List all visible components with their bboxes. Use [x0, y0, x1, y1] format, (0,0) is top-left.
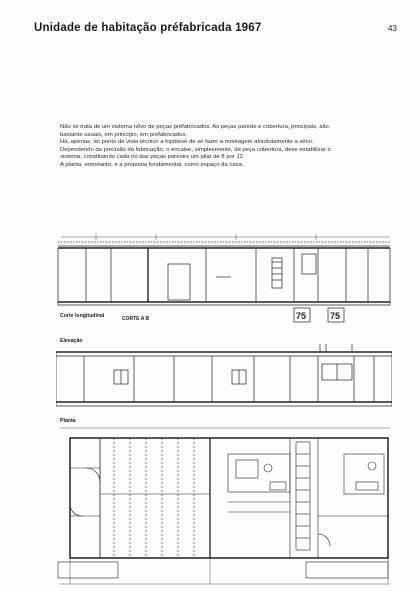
plan-drawing — [56, 424, 392, 588]
section-tag-left: 75 — [296, 311, 307, 321]
page-number: 43 — [388, 24, 397, 33]
page-title: Unidade de habitação préfabricada 1967 — [34, 22, 262, 34]
body-text — [60, 124, 346, 170]
plan-caption: Planta — [60, 418, 76, 424]
paragraph-2: Há, apenas, do ponto de vista técnico a hipótese de se fazer a montagem absolutamente a sêco. — [60, 139, 314, 146]
section-label: CORTE A B — [122, 316, 150, 322]
elevation-drawing — [56, 344, 392, 414]
paragraph-1: Não se trata de um sistema nôvo de peças préfabricados. As peças parede e cobertura, principais, são bastante usuais, em princípio, em préfabricados. — [60, 124, 329, 138]
section-drawing — [56, 232, 392, 324]
section-caption: Corte longitudinal — [60, 313, 105, 319]
elevation-caption: Elevação — [60, 338, 83, 344]
paragraph-4: A planta, entretanto, é a proposta fundamental, como espaço da casa. — [60, 161, 244, 168]
paragraph-3: Dependendo da precisão da fabricação, o encaixe, simplesmente, da peça cobertura, deve estabilizar o sistema, constituindo cada nó das peças paredes um pilar de 8 por 12. — [60, 146, 331, 161]
section-tag-right: 75 — [330, 311, 341, 321]
